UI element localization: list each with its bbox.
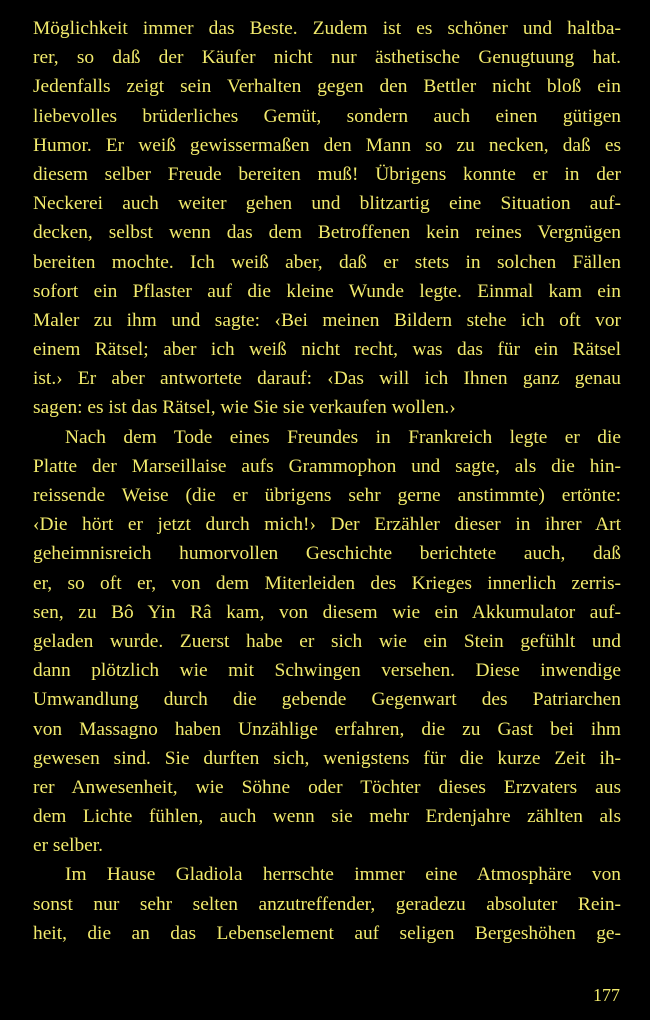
text-line: Platte der Marseillaise aufs Grammophon und sagte, als die hin- xyxy=(33,455,621,477)
text-line: diesem selber Freude bereiten muß! Übrigens konnte er in der xyxy=(33,163,621,185)
text-line: reissende Weise (die er übrigens sehr gerne anstimmte) ertönte: xyxy=(33,485,621,506)
text-line: bereiten mochte. Ich weiß aber, daß er stets in solchen Fällen xyxy=(33,251,621,273)
text-line: Maler zu ihm und sagte: ‹Bei meinen Bildern stehe ich oft vor xyxy=(33,309,621,331)
text-line: Umwandlung durch die gebende Gegenwart des Patriarchen xyxy=(33,689,621,711)
text-line: gewesen sind. Sie durften sich, wenigstens für die kurze Zeit ih- xyxy=(33,747,621,769)
text-line: Neckerei auch weiter gehen und blitzartig eine Situation auf- xyxy=(33,193,621,215)
body-text xyxy=(33,14,621,948)
text-line: von Massagno haben Unzählige erfahren, die zu Gast bei ihm xyxy=(33,718,621,740)
text-line: heit, die an das Lebenselement auf seligen Bergeshöhen ge- xyxy=(33,922,621,944)
paragraph-start-line: Nach dem Tode eines Freundes in Frankreich legte er die xyxy=(65,426,621,448)
text-line: ist.› Er aber antwortete darauf: ‹Das will ich Ihnen ganz genau xyxy=(33,368,621,390)
text-line: geheimnisreich humorvollen Geschichte berichtete auch, daß xyxy=(33,543,621,565)
text-line: er, so oft er, von dem Miterleiden des Krieges innerlich zerris- xyxy=(33,572,621,594)
text-line: sonst nur sehr selten anzutreffender, geradezu absoluter Rein- xyxy=(33,893,621,915)
page-number: 177 xyxy=(593,985,620,1005)
paragraph-end-line: sagen: es ist das Rätsel, wie Sie sie verkaufen wollen.› xyxy=(33,397,456,419)
text-line: liebevolles brüderliches Gemüt, sondern auch einen gütigen xyxy=(33,105,621,127)
text-line: sen, zu Bô Yin Râ kam, von diesem wie ein Akkumulator auf- xyxy=(33,601,621,623)
text-line: dann plötzlich wie mit Schwingen versehen. Diese inwendige xyxy=(33,660,621,682)
paragraph-end-line: er selber. xyxy=(33,835,103,857)
text-line: decken, selbst wenn das dem Betroffenen kein reines Vergnügen xyxy=(33,222,621,244)
text-line: Humor. Er weiß gewissermaßen den Mann so zu necken, daß es xyxy=(33,134,621,156)
text-line: dem Lichte fühlen, auch wenn sie mehr Erdenjahre zählten als xyxy=(33,806,621,828)
text-line: rer, so daß der Käufer nicht nur ästhetische Genugtuung hat. xyxy=(33,47,621,69)
paragraph-start-line: Im Hause Gladiola herrschte immer eine Atmosphäre von xyxy=(65,864,621,886)
text-line: Jedenfalls zeigt sein Verhalten gegen den Bettler nicht bloß ein xyxy=(33,76,621,98)
text-line: rer Anwesenheit, wie Söhne oder Töchter dieses Erzvaters aus xyxy=(33,776,621,798)
text-line: einem Rätsel; aber ich weiß nicht recht, was das für ein Rätsel xyxy=(33,339,621,361)
text-line: sofort ein Pflaster auf die kleine Wunde legte. Einmal kam ein xyxy=(33,280,621,302)
text-line: geladen wurde. Zuerst habe er sich wie ein Stein gefühlt und xyxy=(33,630,621,652)
text-line: ‹Die hört er jetzt durch mich!› Der Erzähler dieser in ihrer Art xyxy=(33,514,621,536)
text-line: Möglichkeit immer das Beste. Zudem ist es schöner und haltba- xyxy=(33,18,621,39)
